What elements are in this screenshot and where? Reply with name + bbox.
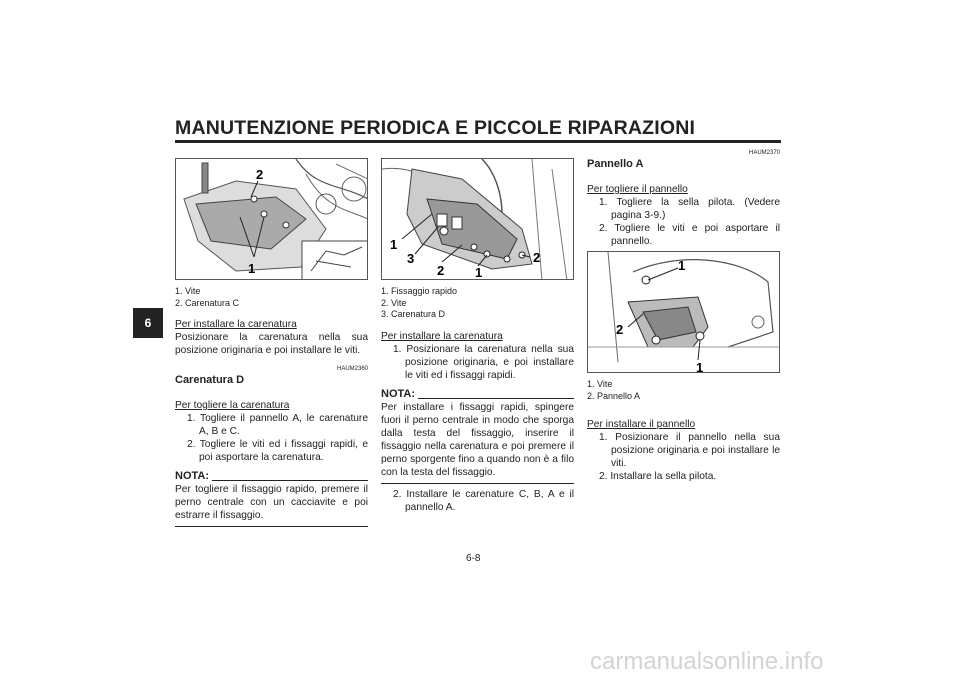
figure-pannello-a	[587, 251, 780, 373]
section-code: HAUM2370	[748, 150, 780, 156]
note-label: NOTA:	[381, 387, 416, 400]
figure-callout: 2	[437, 263, 445, 278]
page-title: MANUTENZIONE PERIODICA E PICCOLE RIPARAZIONI	[175, 117, 696, 139]
section-title: Pannello A	[587, 158, 644, 170]
install-heading: Per installare la carenatura	[175, 319, 297, 330]
figure-caption	[175, 286, 368, 309]
column-2	[381, 158, 574, 514]
caption-item: 1. Fissaggio rapido	[381, 286, 458, 296]
fairing-c-illustration	[176, 159, 368, 280]
watermark: carmanualsonline.info	[590, 648, 824, 675]
caption-item: 1. Vite	[587, 379, 613, 389]
step-item: 1. Posizionare il pannello nella sua posizione originaria e poi installare le viti.	[599, 432, 780, 469]
note-box	[175, 470, 368, 527]
step-item: 1. Posizionare la carenatura nella sua posizione originaria, e poi installare le viti ed i fissaggi rapidi.	[393, 343, 574, 381]
install-text: Posizionare la carenatura nella sua posizione originaria e poi installare le viti.	[175, 332, 368, 356]
step-list	[175, 412, 368, 464]
step-item: 1. Togliere la sella pilota. (Vedere pagina 3-9.)	[599, 197, 780, 221]
note-text: Per installare i fissaggi rapidi, spingere fuori il perno centrale in modo che sporga dalla testa del fissaggio, inserire il fissaggio nella carenatura e poi premere il perno sporgente fino a quando non è a filo con la testa del fissaggio.	[381, 401, 574, 484]
figure-callout: 1	[678, 258, 686, 273]
column-3	[587, 150, 780, 483]
install-heading: Per installare la carenatura	[381, 330, 503, 342]
page-number: 6-8	[466, 553, 481, 564]
remove-heading: Per togliere la carenatura	[175, 400, 290, 411]
install-heading: Per installare il pannello	[587, 419, 696, 430]
step-item: 2. Togliere le viti e poi asportare il pannello.	[599, 223, 780, 247]
remove-heading: Per togliere il pannello	[587, 184, 688, 195]
step-list	[381, 343, 574, 382]
figure-callout: 1	[475, 265, 483, 280]
caption-item: 2. Vite	[381, 297, 407, 308]
step-list	[587, 196, 780, 248]
column-1	[175, 158, 368, 531]
figure-callout: 1	[248, 261, 256, 276]
fairing-d-illustration	[382, 159, 574, 280]
figure-callout: 1	[390, 237, 398, 252]
note-rule	[212, 480, 368, 481]
note-box	[381, 388, 574, 484]
section-code: HAUM2360	[336, 366, 368, 372]
figure-caption	[381, 286, 574, 321]
step-item: 2. Installare la sella pilota.	[599, 471, 717, 482]
step-item: 2. Togliere le viti ed i fissaggi rapidi, e poi asportare la carenatura.	[187, 439, 368, 463]
step-item: 1. Togliere il pannello A, le carenature A, B e C.	[187, 413, 368, 437]
section-title: Carenatura D	[175, 374, 245, 386]
figure-callout: 2	[533, 250, 541, 265]
step-list	[381, 488, 574, 514]
figure-callout: 1	[696, 360, 704, 373]
note-rule	[418, 398, 574, 399]
figure-callout: 2	[256, 167, 264, 182]
caption-item: 3. Carenatura D	[381, 309, 446, 319]
note-label: NOTA:	[175, 470, 210, 482]
step-list	[587, 431, 780, 483]
figure-callout: 2	[616, 322, 624, 337]
figure-carenatura-d	[381, 158, 574, 280]
caption-item: 2. Carenatura C	[175, 297, 240, 308]
step-item: 2. Installare le carenature C, B, A e il pannello A.	[393, 488, 574, 513]
chapter-tab: 6	[133, 308, 163, 338]
note-text: Per togliere il fissaggio rapido, premere il perno centrale con un cacciavite e poi estrarre il fissaggio.	[175, 483, 368, 527]
title-rule	[175, 140, 781, 143]
panel-a-illustration	[588, 252, 780, 373]
caption-item: 2. Pannello A	[587, 390, 641, 401]
figure-carenatura-c	[175, 158, 368, 280]
caption-item: 1. Vite	[175, 286, 201, 296]
figure-callout: 3	[407, 251, 415, 266]
figure-caption	[587, 379, 780, 402]
